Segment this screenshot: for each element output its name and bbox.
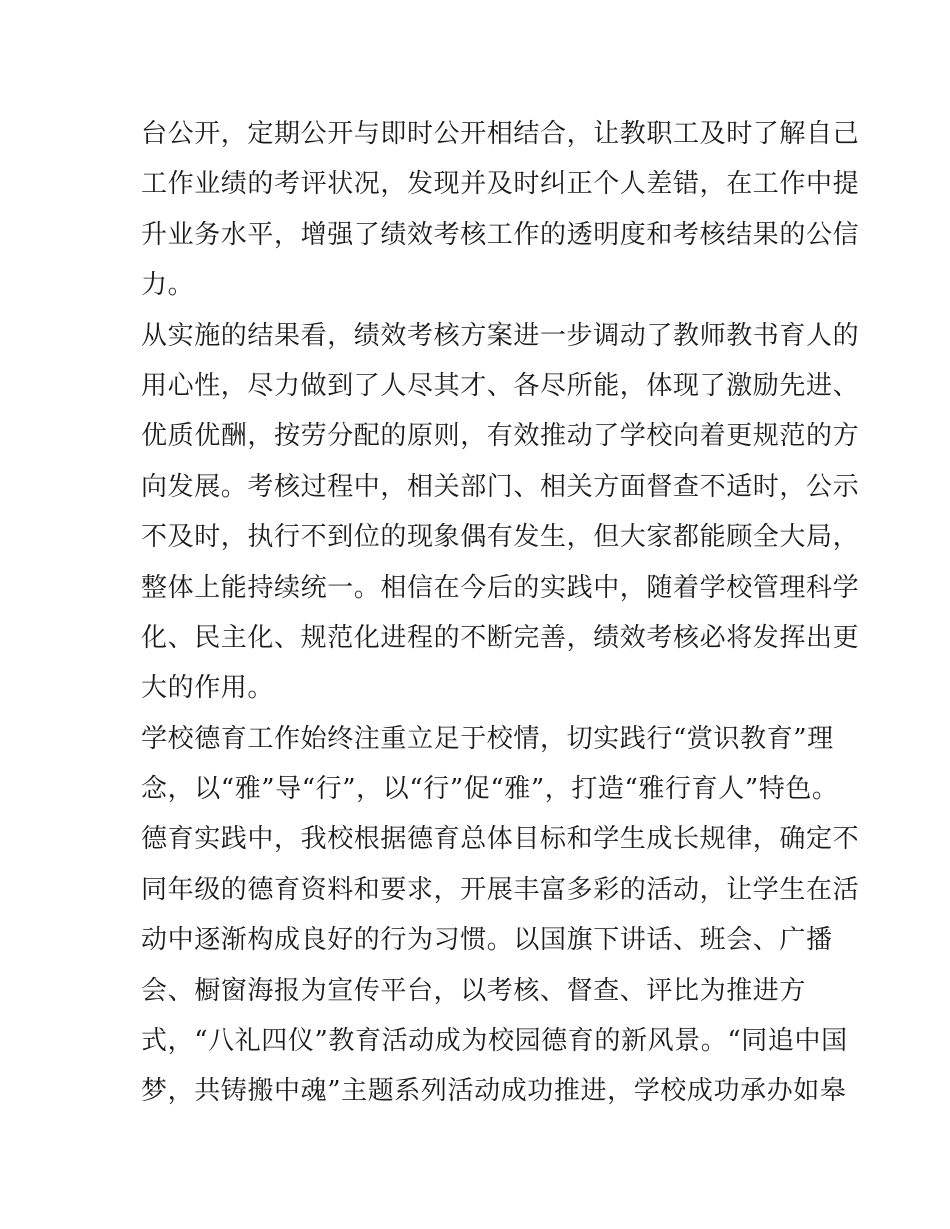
text-line: 用心性，尽力做到了人尽其才、各尽所能，体现了激励先进、 xyxy=(141,370,860,401)
text-line: 同年级的德育资料和要求，开展丰富多彩的活动，让学生在活 xyxy=(141,874,860,905)
text-line: 梦，共铸搬中魂”主题系列活动成功推进，学校成功承办如皋 xyxy=(141,1076,847,1107)
text-line: 动中逐渐构成良好的行为习惯。以国旗下讲话、班会、广播 xyxy=(141,925,833,956)
text-line: 向发展。考核过程中，相关部门、相关方面督查不适时，公示 xyxy=(141,471,860,502)
text-line: 念，以“雅”导“行”，以“行”促“雅”，打造“雅行育人”特色。 xyxy=(141,774,839,805)
text-line: 学校德育工作始终注重立足于校情，切实践行“赏识教育”理 xyxy=(141,723,834,754)
text-line: 台公开，定期公开与即时公开相结合，让教职工及时了解自己 xyxy=(141,119,860,149)
text-line: 会、橱窗海报为宣传平台，以考核、督查、评比为推进方 xyxy=(141,975,807,1006)
text-line: 升业务水平，增强了绩效考核工作的透明度和考核结果的公信 xyxy=(141,219,860,250)
text-line: 优质优酬，按劳分配的原则，有效推动了学校向着更规范的方 xyxy=(141,421,860,452)
text-line: 力。 xyxy=(141,270,195,301)
text-line: 从实施的结果看，绩效考核方案进一步调动了教师教书育人的 xyxy=(141,320,860,351)
text-line: 大的作用。 xyxy=(141,673,275,704)
text-line: 不及时，执行不到位的现象偶有发生，但大家都能顾全大局， xyxy=(141,522,860,553)
text-line: 式，“八礼四仪”教育活动成为校园德育的新风景。“同追中国 xyxy=(141,1026,848,1057)
text-line: 德育实践中，我校根据德育总体目标和学生成长规律，确定不 xyxy=(141,824,860,855)
text-line: 整体上能持续统一。相信在今后的实践中，随着学校管理科学 xyxy=(141,572,860,603)
body-text xyxy=(141,109,860,1117)
text-line: 工作业绩的考评状况，发现并及时纠正个人差错，在工作中提 xyxy=(141,169,860,200)
text-line: 化、民主化、规范化进程的不断完善，绩效考核必将发挥出更 xyxy=(141,622,860,653)
